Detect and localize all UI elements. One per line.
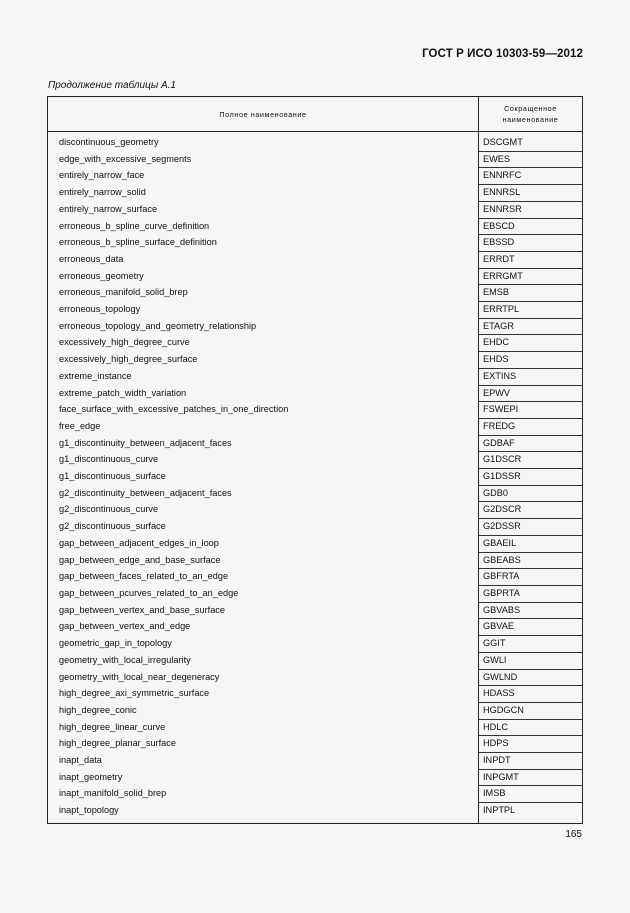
table-row xyxy=(48,736,583,753)
full-name-cell: gap_between_pcurves_related_to_an_edge xyxy=(48,585,479,602)
table-row xyxy=(48,702,583,719)
full-name-cell: gap_between_vertex_and_base_surface xyxy=(48,602,479,619)
table-row xyxy=(48,803,583,824)
full-name-cell: g1_discontinuity_between_adjacent_faces xyxy=(48,435,479,452)
table-caption: Продолжение таблицы А.1 xyxy=(48,80,176,91)
abbreviation-cell: G1DSCR xyxy=(479,452,583,469)
abbreviation-cell: GWLI xyxy=(479,652,583,669)
table-row xyxy=(48,469,583,486)
full-name-cell: extreme_patch_width_variation xyxy=(48,385,479,402)
abbreviation-cell: INPTPL xyxy=(479,803,583,824)
full-name-cell: g1_discontinuous_curve xyxy=(48,452,479,469)
table-row xyxy=(48,185,583,202)
column-header-full-name: Полное наименование xyxy=(48,97,479,132)
abbreviation-cell: DSCGMT xyxy=(479,132,583,152)
full-name-cell: extreme_instance xyxy=(48,368,479,385)
page-number: 165 xyxy=(565,829,582,840)
column-header-abbreviation xyxy=(479,97,583,132)
table-row xyxy=(48,769,583,786)
abbreviation-cell: IMSB xyxy=(479,786,583,803)
abbreviation-cell: FSWEPI xyxy=(479,402,583,419)
full-name-cell: erroneous_b_spline_surface_definition xyxy=(48,235,479,252)
abbreviation-cell: INPGMT xyxy=(479,769,583,786)
abbreviations-table xyxy=(47,96,583,824)
abbreviation-cell: EMSB xyxy=(479,285,583,302)
full-name-cell: gap_between_vertex_and_edge xyxy=(48,619,479,636)
abbreviation-cell: FREDG xyxy=(479,418,583,435)
full-name-cell: geometric_gap_in_topology xyxy=(48,636,479,653)
full-name-cell: erroneous_manifold_solid_brep xyxy=(48,285,479,302)
table-row xyxy=(48,218,583,235)
abbreviation-cell: G2DSCR xyxy=(479,502,583,519)
abbreviation-cell: EHDC xyxy=(479,335,583,352)
table-row xyxy=(48,435,583,452)
full-name-cell: geometry_with_local_near_degeneracy xyxy=(48,669,479,686)
table-header-row xyxy=(48,97,583,132)
table-row xyxy=(48,251,583,268)
full-name-cell: edge_with_excessive_segments xyxy=(48,151,479,168)
abbreviation-cell: ERRDT xyxy=(479,251,583,268)
table-row xyxy=(48,552,583,569)
table-row xyxy=(48,652,583,669)
table-row xyxy=(48,368,583,385)
table-row xyxy=(48,235,583,252)
full-name-cell: erroneous_geometry xyxy=(48,268,479,285)
abbreviation-cell: EHDS xyxy=(479,352,583,369)
abbreviation-cell: GBVABS xyxy=(479,602,583,619)
abbreviation-cell: INPDT xyxy=(479,753,583,770)
abbreviation-cell: G1DSSR xyxy=(479,469,583,486)
full-name-cell: inapt_geometry xyxy=(48,769,479,786)
full-name-cell: discontinuous_geometry xyxy=(48,132,479,152)
abbreviation-cell: EWES xyxy=(479,151,583,168)
table-row xyxy=(48,753,583,770)
table-row xyxy=(48,201,583,218)
table-row xyxy=(48,302,583,319)
abbreviation-cell: GBAEIL xyxy=(479,535,583,552)
full-name-cell: erroneous_topology_and_geometry_relationship xyxy=(48,318,479,335)
full-name-cell: geometry_with_local_irregularity xyxy=(48,652,479,669)
full-name-cell: gap_between_faces_related_to_an_edge xyxy=(48,569,479,586)
table-row xyxy=(48,402,583,419)
full-name-cell: erroneous_data xyxy=(48,251,479,268)
full-name-cell: entirely_narrow_solid xyxy=(48,185,479,202)
column-header-abbreviation-line1: Сокращенное xyxy=(504,104,557,113)
table-row xyxy=(48,535,583,552)
table-row xyxy=(48,485,583,502)
table-body xyxy=(48,132,583,824)
table-row xyxy=(48,569,583,586)
table-row xyxy=(48,502,583,519)
column-header-abbreviation-line2: наименование xyxy=(502,115,559,124)
full-name-cell: entirely_narrow_surface xyxy=(48,201,479,218)
abbreviation-cell: HDLC xyxy=(479,719,583,736)
abbreviation-cell: GBPRTA xyxy=(479,585,583,602)
abbreviation-cell: GBEABS xyxy=(479,552,583,569)
standard-designation: ГОСТ Р ИСО 10303-59—2012 xyxy=(422,48,583,60)
full-name-cell: g2_discontinuity_between_adjacent_faces xyxy=(48,485,479,502)
abbreviation-cell: ENNRSR xyxy=(479,201,583,218)
table-row xyxy=(48,352,583,369)
full-name-cell: high_degree_linear_curve xyxy=(48,719,479,736)
full-name-cell: excessively_high_degree_surface xyxy=(48,352,479,369)
table-row xyxy=(48,335,583,352)
full-name-cell: inapt_manifold_solid_brep xyxy=(48,786,479,803)
abbreviation-cell: HDPS xyxy=(479,736,583,753)
table-row xyxy=(48,519,583,536)
table-row xyxy=(48,418,583,435)
full-name-cell: gap_between_adjacent_edges_in_loop xyxy=(48,535,479,552)
full-name-cell: erroneous_topology xyxy=(48,302,479,319)
table-row xyxy=(48,619,583,636)
table-row xyxy=(48,786,583,803)
full-name-cell: erroneous_b_spline_curve_definition xyxy=(48,218,479,235)
abbreviation-cell: ENNRFC xyxy=(479,168,583,185)
abbreviation-cell: HDASS xyxy=(479,686,583,703)
abbreviation-cell: EBSSD xyxy=(479,235,583,252)
table-row xyxy=(48,636,583,653)
table-row xyxy=(48,268,583,285)
table-row xyxy=(48,719,583,736)
table-row xyxy=(48,686,583,703)
full-name-cell: high_degree_conic xyxy=(48,702,479,719)
full-name-cell: face_surface_with_excessive_patches_in_one_direction xyxy=(48,402,479,419)
full-name-cell: inapt_data xyxy=(48,753,479,770)
table-row xyxy=(48,151,583,168)
abbreviation-cell: GWLND xyxy=(479,669,583,686)
full-name-cell: g2_discontinuous_curve xyxy=(48,502,479,519)
full-name-cell: free_edge xyxy=(48,418,479,435)
full-name-cell: g2_discontinuous_surface xyxy=(48,519,479,536)
abbreviation-cell: ERRGMT xyxy=(479,268,583,285)
abbreviation-cell: ETAGR xyxy=(479,318,583,335)
abbreviation-cell: ERRTPL xyxy=(479,302,583,319)
abbreviation-cell: GBFRTA xyxy=(479,569,583,586)
abbreviation-cell: GDBAF xyxy=(479,435,583,452)
table-row xyxy=(48,602,583,619)
table-row xyxy=(48,168,583,185)
table-row xyxy=(48,132,583,152)
abbreviation-cell: GBVAE xyxy=(479,619,583,636)
full-name-cell: entirely_narrow_face xyxy=(48,168,479,185)
full-name-cell: high_degree_planar_surface xyxy=(48,736,479,753)
full-name-cell: high_degree_axi_symmetric_surface xyxy=(48,686,479,703)
full-name-cell: excessively_high_degree_curve xyxy=(48,335,479,352)
full-name-cell: g1_discontinuous_surface xyxy=(48,469,479,486)
table-row xyxy=(48,318,583,335)
abbreviation-cell: HGDGCN xyxy=(479,702,583,719)
abbreviation-cell: ENNRSL xyxy=(479,185,583,202)
abbreviation-cell: G2DSSR xyxy=(479,519,583,536)
abbreviation-cell: EPWV xyxy=(479,385,583,402)
full-name-cell: gap_between_edge_and_base_surface xyxy=(48,552,479,569)
abbreviation-cell: EXTINS xyxy=(479,368,583,385)
table-row xyxy=(48,669,583,686)
table-row xyxy=(48,385,583,402)
table-row xyxy=(48,585,583,602)
abbreviation-cell: EBSCD xyxy=(479,218,583,235)
table-row xyxy=(48,452,583,469)
full-name-cell: inapt_topology xyxy=(48,803,479,824)
abbreviation-cell: GGIT xyxy=(479,636,583,653)
abbreviation-cell: GDB0 xyxy=(479,485,583,502)
table-row xyxy=(48,285,583,302)
